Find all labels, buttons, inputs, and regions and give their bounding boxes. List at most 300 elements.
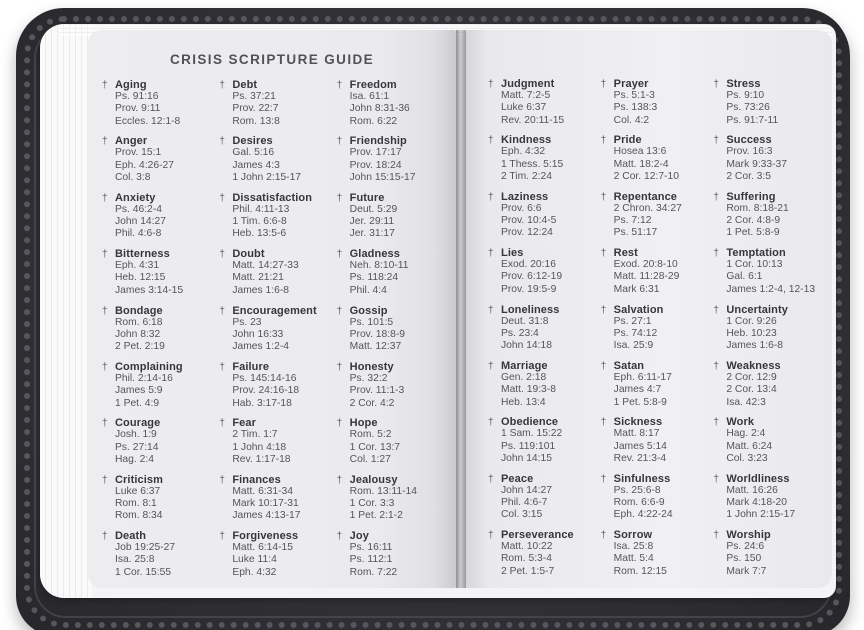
topic-row	[102, 361, 213, 373]
scripture-reference: Ps. 27:14	[115, 441, 159, 453]
cross-icon: †	[713, 135, 719, 147]
scripture-topic-entry	[601, 247, 708, 296]
topic-name: Uncertainty	[726, 303, 788, 316]
scripture-topic-entry	[713, 360, 820, 409]
cross-icon: †	[713, 191, 719, 203]
scripture-references	[488, 372, 595, 409]
scripture-reference: Ps. 32:2	[349, 372, 388, 384]
scripture-topic-entry	[713, 134, 820, 183]
scripture-references	[219, 317, 330, 354]
scripture-topic-entry	[102, 417, 213, 466]
scripture-references	[337, 91, 448, 128]
topic-row	[219, 474, 330, 486]
scripture-topic-entry	[102, 192, 213, 241]
scripture-column	[713, 78, 820, 586]
topic-name: Aging	[115, 79, 147, 91]
scripture-reference: John 14:18	[501, 340, 552, 352]
topic-name: Satan	[613, 359, 645, 372]
scripture-reference: John 14:27	[501, 484, 552, 496]
scripture-references	[713, 485, 820, 522]
topic-row	[102, 417, 213, 429]
cross-icon: †	[488, 248, 494, 260]
topic-name: Prayer	[613, 78, 649, 90]
scripture-topic-entry	[219, 474, 330, 523]
scripture-reference: Ps. 91:16	[115, 91, 159, 102]
scripture-reference: 1 Cor. 15:55	[115, 566, 172, 578]
scripture-references	[337, 373, 448, 410]
scripture-reference: Prov. 10:4-5	[501, 215, 557, 227]
cross-icon: †	[488, 304, 494, 316]
scripture-references	[219, 429, 330, 466]
scripture-topic-entry	[337, 474, 448, 523]
scripture-reference: Ps. 118:24	[349, 272, 399, 284]
topic-row	[337, 248, 448, 260]
cross-icon: †	[102, 80, 108, 91]
cross-icon: †	[336, 531, 343, 543]
topic-row	[713, 473, 820, 485]
scripture-reference: Prov. 12:24	[501, 227, 553, 239]
topic-row	[337, 79, 448, 91]
topic-row	[601, 360, 708, 372]
scripture-reference: Matt. 5:4	[613, 553, 654, 565]
scripture-reference: Ps. 46:2-4	[115, 203, 162, 215]
scripture-reference: Ps. 25:6-8	[613, 484, 661, 496]
scripture-references	[713, 146, 820, 183]
scripture-reference: Matt. 6:24	[726, 440, 773, 452]
topic-row	[601, 473, 708, 485]
scripture-references	[337, 204, 448, 241]
cross-icon: †	[488, 191, 494, 203]
cross-icon: †	[219, 531, 225, 543]
scripture-references	[488, 541, 595, 578]
scripture-reference: Ps. 101:5	[349, 316, 394, 328]
scripture-reference: Rom. 5:2	[349, 429, 392, 441]
scripture-reference: Matt. 10:22	[501, 541, 553, 553]
scripture-topic-entry	[337, 530, 448, 579]
topic-row	[102, 474, 213, 486]
scripture-reference: 1 Cor. 10:13	[726, 259, 783, 271]
scripture-references	[102, 91, 213, 128]
scripture-reference: James 4:3	[232, 159, 280, 171]
scripture-reference: Mark 9:33-37	[726, 158, 788, 170]
topic-name: Laziness	[501, 190, 549, 203]
scripture-reference: Prov. 24:16-18	[232, 385, 300, 397]
scripture-reference: Ps. 91:7-11	[726, 114, 779, 126]
scripture-reference: James 4:7	[613, 384, 662, 396]
scripture-reference: Prov. 18:24	[349, 159, 402, 171]
topic-name: Obedience	[501, 416, 559, 429]
cross-icon: †	[102, 418, 108, 430]
scripture-reference: Gal. 6:1	[726, 271, 763, 283]
scripture-topic-entry	[713, 191, 820, 240]
topic-name: Marriage	[501, 359, 548, 372]
scripture-references	[102, 317, 213, 354]
cross-icon: †	[600, 135, 607, 147]
scripture-reference: Isa. 25:8	[613, 541, 654, 553]
topic-name: Loneliness	[501, 303, 560, 316]
scripture-reference: James 1:2-4	[232, 341, 289, 353]
scripture-reference: Ps. 5:1-3	[613, 90, 655, 101]
page-title: CRISIS SCRIPTURE GUIDE	[169, 52, 375, 67]
cross-icon: †	[102, 192, 108, 204]
scripture-topic-entry	[601, 473, 708, 522]
scripture-reference: Heb. 12:15	[115, 272, 166, 284]
scripture-references	[488, 90, 595, 127]
topic-name: Criticism	[115, 473, 163, 486]
scripture-reference: Matt. 7:2-5	[501, 90, 551, 101]
cross-icon: †	[219, 418, 225, 430]
scripture-reference: Neh. 8:10-11	[349, 260, 409, 272]
topic-name: Sinfulness	[613, 472, 671, 485]
scripture-reference: Mark 7:7	[726, 565, 767, 577]
topic-row	[337, 474, 448, 486]
topic-row	[219, 361, 330, 373]
scripture-references	[102, 542, 213, 579]
scripture-reference: Isa. 61:1	[349, 91, 390, 102]
cross-icon: †	[713, 248, 719, 260]
scripture-reference: Deut. 31:8	[501, 315, 549, 327]
scripture-references	[219, 91, 330, 128]
scripture-reference: Prov. 6:12-19	[501, 271, 563, 283]
cross-icon: †	[488, 135, 494, 147]
topic-row	[713, 78, 820, 90]
scripture-references	[488, 485, 595, 522]
scripture-reference: Matt. 11:28-29	[613, 271, 680, 283]
topic-name: Worship	[726, 529, 771, 542]
topic-name: Anger	[115, 135, 148, 148]
cross-icon: †	[600, 304, 607, 316]
scripture-reference: 1 John 4:18	[232, 441, 287, 453]
topic-name: Salvation	[613, 303, 664, 316]
scripture-reference: Hag. 2:4	[726, 428, 766, 440]
topic-row	[337, 361, 448, 373]
scripture-reference: 2 Cor. 4:2	[349, 397, 395, 409]
cross-icon: †	[488, 360, 494, 372]
topic-name: Fear	[232, 417, 256, 430]
scripture-topic-entry	[102, 79, 213, 128]
scripture-reference: John 8:32	[115, 328, 161, 340]
scripture-topic-entry	[219, 79, 330, 128]
cross-icon: †	[336, 361, 343, 373]
scripture-topic-entry	[337, 361, 448, 410]
cross-icon: †	[219, 80, 225, 91]
topic-name: Dissatisfaction	[232, 191, 313, 204]
scripture-reference: Hag. 2:4	[115, 453, 154, 465]
scripture-reference: Mark 4:18-20	[726, 497, 788, 509]
scripture-reference: 1 Pet. 4:9	[115, 397, 160, 409]
scripture-topic-entry	[102, 474, 213, 523]
scripture-reference: Rom. 13:11-14	[349, 485, 418, 497]
scripture-reference: Rom. 6:6-9	[613, 497, 665, 509]
scripture-column	[601, 78, 708, 586]
topic-row	[102, 135, 213, 147]
scripture-references	[488, 428, 595, 465]
scripture-reference: 1 John 2:15-17	[726, 509, 796, 521]
cross-icon: †	[713, 304, 719, 316]
scripture-topic-entry	[219, 248, 330, 297]
scripture-reference: 2 Cor. 12:9	[726, 371, 777, 383]
scripture-reference: Rom. 12:15	[613, 565, 667, 577]
scripture-reference: Deut. 5:29	[349, 203, 398, 215]
topic-row	[219, 248, 330, 260]
scripture-references	[601, 90, 708, 127]
open-page-spread	[88, 30, 832, 588]
scripture-references	[488, 203, 595, 240]
left-page-columns	[88, 67, 456, 587]
scripture-column	[337, 79, 448, 587]
scripture-topic-entry	[488, 416, 595, 465]
scripture-topic-entry	[713, 473, 820, 522]
scripture-topic-entry	[219, 530, 330, 579]
topic-row	[219, 135, 330, 147]
scripture-reference: Phil. 4:11-13	[232, 203, 290, 215]
scripture-reference: Eph. 4:26-27	[115, 159, 174, 171]
scripture-topic-entry	[219, 192, 330, 241]
topic-row	[713, 247, 820, 259]
scripture-reference: Rom. 13:8	[232, 115, 280, 127]
scripture-topic-entry	[488, 304, 595, 353]
scripture-reference: James 5:9	[115, 385, 163, 397]
scripture-reference: Ps. 23:4	[501, 327, 539, 339]
scripture-reference: Phil. 4:6-7	[501, 497, 548, 509]
scripture-reference: Exod. 20:8-10	[613, 259, 678, 271]
scripture-reference: 1 Cor. 3:3	[349, 498, 395, 510]
topic-row	[713, 191, 820, 203]
topic-row	[601, 134, 708, 146]
scripture-reference: 2 Cor. 12:7-10	[613, 170, 679, 182]
scripture-references	[601, 259, 708, 296]
cross-icon: †	[219, 249, 225, 261]
scripture-references	[337, 486, 448, 523]
cross-icon: †	[600, 191, 607, 203]
topic-row	[102, 248, 213, 260]
scripture-reference: Gal. 5:16	[232, 147, 275, 159]
topic-name: Gladness	[349, 248, 400, 261]
cross-icon: †	[488, 79, 494, 90]
topic-name: Temptation	[726, 247, 786, 260]
scripture-references	[102, 260, 213, 297]
topic-name: Success	[726, 134, 772, 147]
scripture-reference: 1 Tim. 6:6-8	[232, 216, 287, 228]
scripture-reference: Mark 10:17-31	[232, 498, 299, 510]
topic-row	[713, 529, 820, 541]
scripture-reference: James 3:14-15	[115, 284, 184, 296]
topic-row	[219, 305, 330, 317]
topic-name: Weakness	[726, 359, 781, 372]
scripture-reference: Prov. 11:1-3	[349, 385, 405, 397]
cross-icon: †	[600, 530, 607, 542]
cross-icon: †	[713, 360, 719, 372]
scripture-references	[601, 146, 708, 183]
scripture-references	[219, 486, 330, 523]
scripture-reference: Ps. 23	[232, 316, 262, 328]
topic-name: Suffering	[726, 190, 776, 203]
scripture-reference: 1 Pet. 5:8-9	[726, 227, 780, 239]
cross-icon: †	[600, 79, 607, 90]
scripture-reference: Matt. 19:3-8	[501, 384, 556, 396]
scripture-reference: Phil. 4:4	[349, 284, 387, 296]
scripture-references	[219, 260, 330, 297]
scripture-reference: Hosea 13:6	[613, 146, 667, 158]
scripture-reference: 2 Tim. 2:24	[501, 170, 552, 182]
scripture-column	[102, 79, 213, 587]
scripture-reference: Rom. 8:18-21	[726, 202, 789, 214]
scripture-reference: Phil. 2:14-16	[115, 372, 173, 384]
scripture-reference: Ps. 51:17	[613, 227, 658, 239]
scripture-reference: Ps. 24:6	[726, 541, 765, 553]
topic-row	[713, 360, 820, 372]
topic-name: Courage	[115, 417, 161, 430]
topic-name: Bondage	[115, 304, 163, 317]
scripture-reference: Prov. 6:6	[501, 202, 542, 214]
scripture-reference: 1 Cor. 13:7	[349, 441, 401, 453]
topic-row	[337, 192, 448, 204]
scripture-reference: Ps. 37:21	[232, 91, 276, 102]
scripture-reference: 2 Cor. 3:5	[726, 170, 771, 182]
topic-name: Repentance	[613, 190, 678, 203]
scripture-topic-entry	[713, 304, 820, 353]
topic-row	[713, 304, 820, 316]
topic-name: Forgiveness	[232, 530, 299, 543]
scripture-references	[713, 541, 820, 578]
topic-row	[102, 305, 213, 317]
cross-icon: †	[713, 530, 719, 542]
scripture-topic-entry	[713, 529, 820, 578]
cross-icon: †	[488, 530, 494, 542]
scripture-references	[713, 259, 820, 296]
scripture-reference: 1 Cor. 9:26	[726, 315, 777, 327]
scripture-topic-entry	[601, 304, 708, 353]
scripture-topic-entry	[337, 248, 448, 297]
scripture-reference: Rev. 20:11-15	[501, 114, 565, 126]
scripture-reference: Matt. 16:26	[726, 484, 778, 496]
scripture-reference: Josh. 1:9	[115, 429, 157, 441]
topic-name: Lies	[501, 247, 524, 260]
cross-icon: †	[336, 136, 343, 148]
scripture-column	[488, 78, 595, 586]
scripture-reference: Heb. 10:23	[726, 327, 777, 339]
topic-row	[102, 79, 213, 91]
scripture-reference: Col. 4:2	[613, 114, 650, 126]
scripture-reference: Matt. 21:21	[232, 272, 284, 284]
scripture-topic-entry	[219, 305, 330, 354]
topic-name: Perseverance	[501, 529, 574, 542]
cross-icon: †	[488, 473, 494, 485]
scripture-topic-entry	[713, 247, 820, 296]
topic-row	[488, 360, 595, 372]
cross-icon: †	[488, 417, 494, 429]
topic-row	[713, 416, 820, 428]
scripture-reference: John 16:33	[232, 328, 284, 340]
topic-name: Sickness	[613, 416, 663, 429]
topic-row	[219, 192, 330, 204]
scripture-reference: 2 Chron. 34:27	[613, 202, 682, 214]
scripture-reference: 1 Pet. 2:1-2	[349, 510, 403, 522]
scripture-reference: Col. 1:27	[349, 453, 391, 465]
scripture-reference: Isa. 25:8	[115, 554, 155, 566]
scripture-references	[601, 372, 708, 409]
scripture-reference: John 14:15	[501, 452, 552, 464]
scripture-topic-entry	[488, 134, 595, 183]
topic-row	[488, 247, 595, 259]
scripture-references	[219, 204, 330, 241]
topic-name: Gossip	[349, 304, 388, 317]
scripture-topic-entry	[219, 417, 330, 466]
scripture-reference: Ps. 73:26	[726, 102, 770, 114]
scripture-topic-entry	[601, 360, 708, 409]
scripture-column	[219, 79, 330, 587]
scripture-reference: 1 John 2:15-17	[232, 171, 302, 183]
scripture-topic-entry	[102, 530, 213, 579]
scripture-references	[601, 428, 708, 465]
scripture-reference: Matt. 6:14-15	[232, 542, 293, 554]
scripture-references	[102, 147, 213, 184]
scripture-references	[337, 429, 448, 466]
scripture-reference: Matt. 8:17	[613, 428, 660, 440]
scripture-reference: Jer. 29:11	[349, 216, 395, 228]
scripture-reference: 1 Thess. 5:15	[501, 158, 564, 170]
scripture-topic-entry	[337, 135, 448, 184]
topic-name: Sorrow	[613, 529, 653, 542]
scripture-reference: Prov. 17:17	[349, 147, 402, 159]
scripture-topic-entry	[601, 78, 708, 127]
topic-name: Freedom	[349, 79, 397, 91]
scripture-references	[713, 372, 820, 409]
scripture-reference: Jer. 31:17	[349, 228, 395, 240]
cross-icon: †	[600, 417, 607, 429]
topic-row	[601, 78, 708, 90]
topic-name: Joy	[349, 530, 369, 543]
scripture-reference: Prov. 18:8-9	[349, 328, 405, 340]
scripture-topic-entry	[488, 529, 595, 578]
topic-row	[601, 247, 708, 259]
topic-row	[488, 134, 595, 146]
topic-name: Future	[349, 191, 385, 204]
scripture-topic-entry	[601, 134, 708, 183]
topic-row	[488, 78, 595, 90]
topic-row	[488, 473, 595, 485]
cross-icon: †	[102, 305, 108, 317]
scripture-reference: Ps. 150	[726, 553, 762, 565]
topic-row	[337, 135, 448, 147]
topic-name: Bitterness	[115, 248, 170, 261]
cross-icon: †	[713, 417, 719, 429]
topic-name: Peace	[501, 472, 534, 485]
scripture-references	[713, 428, 820, 465]
cross-icon: †	[102, 249, 108, 261]
scripture-reference: Gen. 2:18	[501, 371, 547, 383]
topic-row	[102, 530, 213, 542]
cross-icon: †	[600, 473, 607, 485]
spine-gutter	[456, 30, 466, 588]
topic-name: Work	[726, 416, 755, 429]
scripture-reference: Luke 11:4	[232, 554, 277, 566]
cross-icon: †	[336, 418, 343, 430]
right-page	[466, 30, 832, 588]
topic-row	[488, 529, 595, 541]
scripture-reference: Col. 3:15	[501, 509, 543, 521]
scripture-reference: 2 Pet. 2:19	[115, 341, 165, 353]
scripture-reference: Rom. 8:1	[115, 498, 157, 510]
scripture-reference: Job 19:25-27	[115, 542, 176, 554]
scripture-reference: Phil. 4:6-8	[115, 228, 162, 240]
scripture-reference: Isa. 25:9	[613, 340, 654, 352]
scripture-topic-entry	[488, 191, 595, 240]
topic-row	[337, 530, 448, 542]
topic-name: Kindness	[501, 134, 552, 147]
topic-name: Anxiety	[115, 191, 156, 204]
scripture-reference: Matt. 12:37	[349, 341, 402, 353]
